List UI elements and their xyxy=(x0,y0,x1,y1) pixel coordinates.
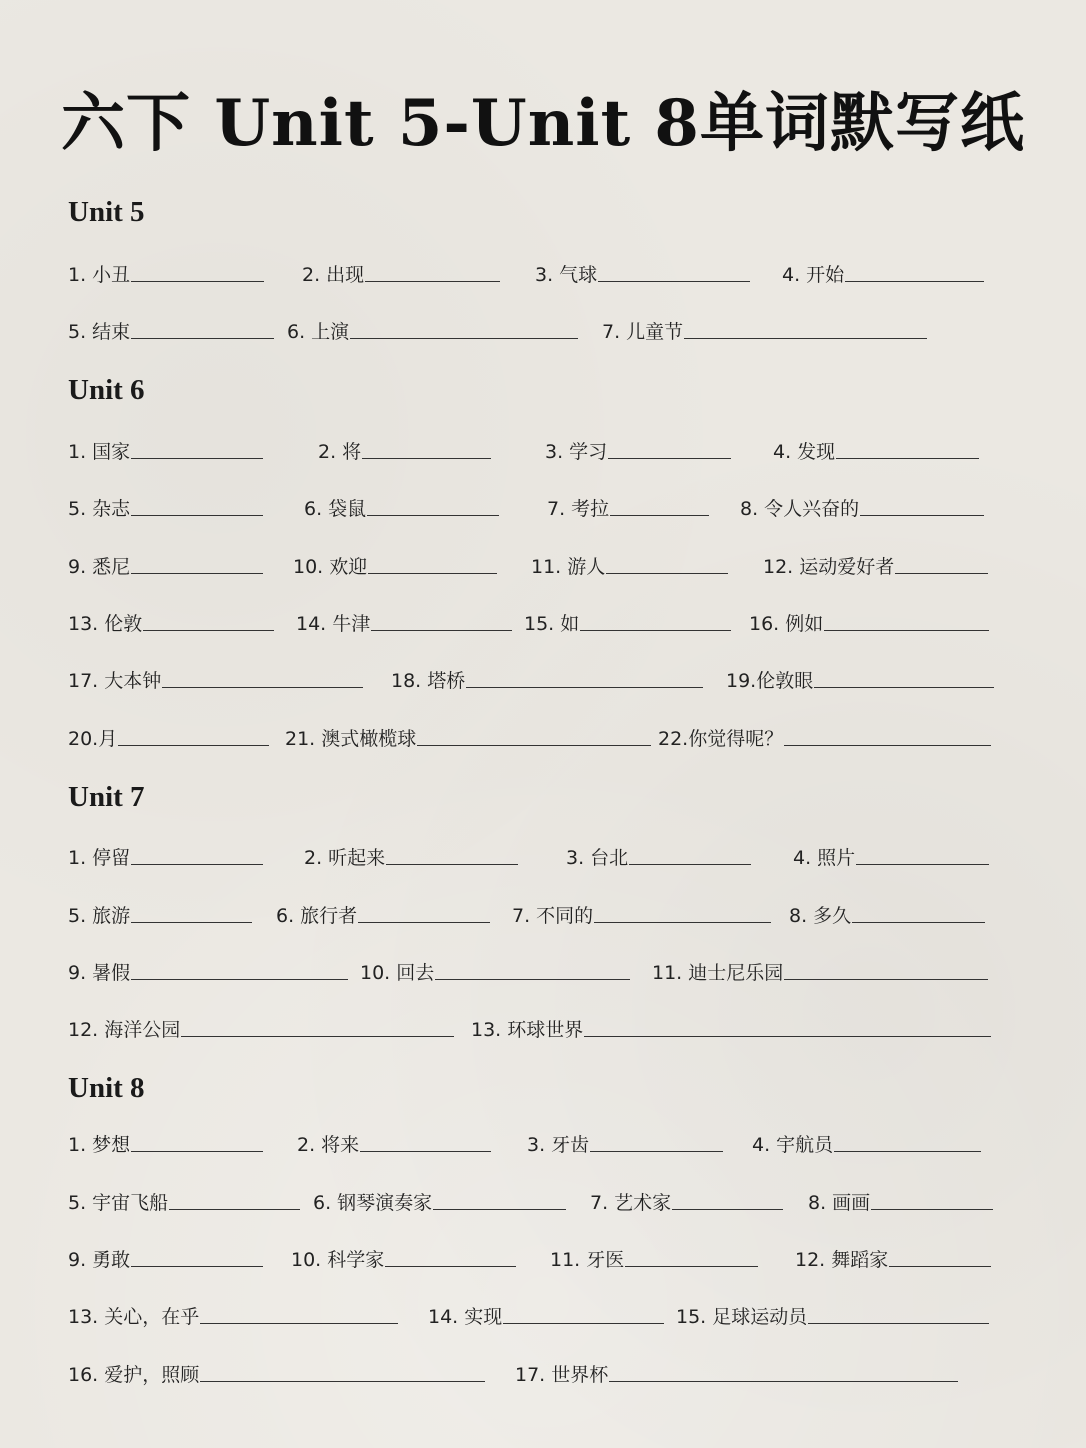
vocab-prompt: 11. 迪士尼乐园 xyxy=(652,962,784,984)
vocab-item xyxy=(752,1128,981,1158)
vocab-prompt: 1. 小丑 xyxy=(68,264,131,286)
unit-heading: Unit 6 xyxy=(68,374,145,406)
vocab-item xyxy=(531,550,728,580)
vocab-prompt: 9. 勇敢 xyxy=(68,1249,131,1271)
vocab-prompt: 14. 牛津 xyxy=(296,613,371,635)
answer-blank-line[interactable] xyxy=(131,1265,263,1267)
answer-blank-line[interactable] xyxy=(131,572,263,574)
answer-blank-line[interactable] xyxy=(594,921,771,923)
vocab-item xyxy=(318,435,491,465)
vocab-prompt: 6. 上演 xyxy=(287,321,350,343)
answer-blank-line[interactable] xyxy=(784,978,988,980)
vocab-item xyxy=(515,1358,958,1388)
vocab-item xyxy=(68,899,252,929)
vocab-item xyxy=(773,435,979,465)
vocab-prompt: 1. 国家 xyxy=(68,441,131,463)
vocab-item xyxy=(550,1243,758,1273)
vocab-item xyxy=(428,1300,664,1330)
vocab-item xyxy=(296,607,512,637)
unit-heading: Unit 8 xyxy=(68,1072,145,1104)
answer-blank-line[interactable] xyxy=(860,514,984,516)
vocab-prompt: 8. 多久 xyxy=(789,905,852,927)
vocab-prompt: 5. 结束 xyxy=(68,321,131,343)
vocab-item xyxy=(68,315,274,345)
answer-blank-line[interactable] xyxy=(417,744,651,746)
vocab-prompt: 12. 舞蹈家 xyxy=(795,1249,889,1271)
vocab-prompt: 4. 发现 xyxy=(773,441,836,463)
answer-blank-line[interactable] xyxy=(118,744,269,746)
vocab-item xyxy=(547,492,709,522)
vocab-prompt: 3. 学习 xyxy=(545,441,608,463)
vocab-prompt: 8. 画画 xyxy=(808,1192,871,1214)
vocab-prompt: 22.你觉得呢？ xyxy=(658,728,784,750)
vocab-item xyxy=(740,492,984,522)
answer-blank-line[interactable] xyxy=(181,1035,454,1037)
vocab-prompt: 17. 大本钟 xyxy=(68,670,162,692)
vocab-prompt: 9. 悉尼 xyxy=(68,556,131,578)
vocab-item xyxy=(590,1186,783,1216)
answer-blank-line[interactable] xyxy=(889,1265,991,1267)
answer-blank-line[interactable] xyxy=(368,572,497,574)
answer-blank-line[interactable] xyxy=(808,1322,989,1324)
vocab-item xyxy=(391,664,703,694)
answer-blank-line[interactable] xyxy=(610,514,709,516)
vocab-prompt: 13. 关心，在乎 xyxy=(68,1306,200,1328)
vocab-item xyxy=(68,435,263,465)
vocab-item xyxy=(808,1186,993,1216)
vocab-item xyxy=(795,1243,991,1273)
answer-blank-line[interactable] xyxy=(131,1150,263,1152)
vocab-prompt: 1. 梦想 xyxy=(68,1134,131,1156)
answer-blank-line[interactable] xyxy=(360,1150,491,1152)
vocab-prompt: 10. 科学家 xyxy=(291,1249,385,1271)
answer-blank-line[interactable] xyxy=(169,1208,300,1210)
vocab-prompt: 4. 宇航员 xyxy=(752,1134,834,1156)
vocab-prompt: 2. 将来 xyxy=(297,1134,360,1156)
answer-blank-line[interactable] xyxy=(784,744,991,746)
answer-blank-line[interactable] xyxy=(131,457,263,459)
answer-blank-line[interactable] xyxy=(131,280,264,282)
vocab-prompt: 6. 袋鼠 xyxy=(304,498,367,520)
vocab-prompt: 12. 海洋公园 xyxy=(68,1019,181,1041)
answer-blank-line[interactable] xyxy=(433,1208,566,1210)
vocab-prompt: 11. 牙医 xyxy=(550,1249,625,1271)
vocab-item xyxy=(68,550,263,580)
answer-blank-line[interactable] xyxy=(367,514,499,516)
answer-blank-line[interactable] xyxy=(131,863,263,865)
vocab-item xyxy=(287,315,578,345)
vocab-prompt: 3. 台北 xyxy=(566,847,629,869)
vocab-item xyxy=(789,899,985,929)
answer-blank-line[interactable] xyxy=(131,514,263,516)
answer-blank-line[interactable] xyxy=(608,457,731,459)
vocab-prompt: 16. 例如 xyxy=(749,613,824,635)
vocab-prompt: 9. 暑假 xyxy=(68,962,131,984)
vocab-prompt: 12. 运动爱好者 xyxy=(763,556,895,578)
answer-blank-line[interactable] xyxy=(200,1380,485,1382)
answer-blank-line[interactable] xyxy=(684,337,927,339)
vocab-item xyxy=(68,1186,300,1216)
vocab-prompt: 8. 令人兴奋的 xyxy=(740,498,860,520)
vocab-item xyxy=(749,607,989,637)
vocab-prompt: 5. 杂志 xyxy=(68,498,131,520)
answer-blank-line[interactable] xyxy=(365,280,500,282)
answer-blank-line[interactable] xyxy=(162,686,363,688)
vocab-prompt: 6. 钢琴演奏家 xyxy=(313,1192,433,1214)
vocab-prompt: 7. 儿童节 xyxy=(602,321,684,343)
vocab-item xyxy=(658,722,991,752)
vocab-item xyxy=(68,1243,263,1273)
answer-blank-line[interactable] xyxy=(131,978,348,980)
answer-blank-line[interactable] xyxy=(856,863,989,865)
vocab-prompt: 2. 出现 xyxy=(302,264,365,286)
answer-blank-line[interactable] xyxy=(836,457,979,459)
vocab-prompt: 4. 开始 xyxy=(782,264,845,286)
vocab-prompt: 1. 停留 xyxy=(68,847,131,869)
unit-heading: Unit 5 xyxy=(68,196,145,228)
vocab-item xyxy=(297,1128,491,1158)
vocab-prompt: 17. 世界杯 xyxy=(515,1364,609,1386)
answer-blank-line[interactable] xyxy=(385,1265,516,1267)
vocab-item xyxy=(535,258,750,288)
page-title: 六下 Unit 5-Unit 8单词默写纸 xyxy=(61,86,1025,161)
vocab-item xyxy=(602,315,927,345)
vocab-item xyxy=(793,841,989,871)
answer-blank-line[interactable] xyxy=(606,572,728,574)
vocab-prompt: 19.伦敦眼 xyxy=(726,670,814,692)
vocab-item xyxy=(512,899,771,929)
answer-blank-line[interactable] xyxy=(895,572,988,574)
answer-blank-line[interactable] xyxy=(200,1322,398,1324)
vocab-item xyxy=(68,1013,454,1043)
vocab-item xyxy=(276,899,490,929)
vocab-item xyxy=(68,258,264,288)
vocab-prompt: 3. 气球 xyxy=(535,264,598,286)
vocab-prompt: 15. 如 xyxy=(524,613,580,635)
answer-blank-line[interactable] xyxy=(580,629,731,631)
vocab-prompt: 18. 塔桥 xyxy=(391,670,466,692)
answer-blank-line[interactable] xyxy=(609,1380,958,1382)
vocab-prompt: 7. 考拉 xyxy=(547,498,610,520)
vocab-item xyxy=(676,1300,989,1330)
vocab-item xyxy=(68,1128,263,1158)
vocab-item xyxy=(68,841,263,871)
vocab-item xyxy=(68,1358,485,1388)
vocab-item xyxy=(68,956,348,986)
vocab-item xyxy=(763,550,988,580)
answer-blank-line[interactable] xyxy=(358,921,490,923)
vocab-item xyxy=(68,607,274,637)
vocab-prompt: 15. 足球运动员 xyxy=(676,1306,808,1328)
vocab-prompt: 6. 旅行者 xyxy=(276,905,358,927)
answer-blank-line[interactable] xyxy=(814,686,994,688)
vocab-prompt: 4. 照片 xyxy=(793,847,856,869)
answer-blank-line[interactable] xyxy=(629,863,751,865)
vocab-item xyxy=(68,492,263,522)
vocab-item xyxy=(304,841,518,871)
vocab-item xyxy=(68,722,269,752)
vocab-item xyxy=(527,1128,723,1158)
vocab-item xyxy=(304,492,499,522)
vocab-item xyxy=(360,956,630,986)
vocab-prompt: 13. 环球世界 xyxy=(471,1019,584,1041)
vocab-prompt: 11. 游人 xyxy=(531,556,606,578)
answer-blank-line[interactable] xyxy=(350,337,578,339)
answer-blank-line[interactable] xyxy=(131,337,274,339)
answer-blank-line[interactable] xyxy=(503,1322,664,1324)
vocab-item xyxy=(524,607,731,637)
vocab-item xyxy=(471,1013,991,1043)
vocab-prompt: 5. 旅游 xyxy=(68,905,131,927)
answer-blank-line[interactable] xyxy=(672,1208,783,1210)
vocab-item xyxy=(68,664,363,694)
answer-blank-line[interactable] xyxy=(143,629,274,631)
vocab-item xyxy=(652,956,988,986)
answer-blank-line[interactable] xyxy=(435,978,630,980)
vocab-prompt: 16. 爱护，照顾 xyxy=(68,1364,200,1386)
vocab-item xyxy=(782,258,984,288)
answer-blank-line[interactable] xyxy=(590,1150,723,1152)
vocab-item xyxy=(545,435,731,465)
answer-blank-line[interactable] xyxy=(625,1265,758,1267)
vocab-prompt: 2. 将 xyxy=(318,441,362,463)
vocab-prompt: 10. 回去 xyxy=(360,962,435,984)
vocab-item xyxy=(293,550,497,580)
vocab-item xyxy=(285,722,651,752)
unit-heading: Unit 7 xyxy=(68,781,145,813)
answer-blank-line[interactable] xyxy=(845,280,984,282)
vocab-prompt: 7. 艺术家 xyxy=(590,1192,672,1214)
vocab-prompt: 7. 不同的 xyxy=(512,905,594,927)
vocab-prompt: 3. 牙齿 xyxy=(527,1134,590,1156)
answer-blank-line[interactable] xyxy=(371,629,512,631)
answer-blank-line[interactable] xyxy=(131,921,252,923)
answer-blank-line[interactable] xyxy=(852,921,985,923)
answer-blank-line[interactable] xyxy=(584,1035,991,1037)
vocab-item xyxy=(291,1243,516,1273)
vocab-prompt: 14. 实现 xyxy=(428,1306,503,1328)
vocab-item xyxy=(313,1186,566,1216)
vocab-prompt: 10. 欢迎 xyxy=(293,556,368,578)
answer-blank-line[interactable] xyxy=(871,1208,993,1210)
answer-blank-line[interactable] xyxy=(466,686,703,688)
vocab-prompt: 13. 伦敦 xyxy=(68,613,143,635)
vocab-prompt: 21. 澳式橄榄球 xyxy=(285,728,417,750)
vocab-item xyxy=(726,664,994,694)
vocab-prompt: 20.月 xyxy=(68,728,118,750)
answer-blank-line[interactable] xyxy=(824,629,989,631)
answer-blank-line[interactable] xyxy=(834,1150,981,1152)
vocab-item xyxy=(302,258,500,288)
vocab-prompt: 5. 宇宙飞船 xyxy=(68,1192,169,1214)
answer-blank-line[interactable] xyxy=(598,280,750,282)
vocab-prompt: 2. 听起来 xyxy=(304,847,386,869)
answer-blank-line[interactable] xyxy=(362,457,491,459)
vocab-item xyxy=(566,841,751,871)
answer-blank-line[interactable] xyxy=(386,863,518,865)
vocab-item xyxy=(68,1300,398,1330)
